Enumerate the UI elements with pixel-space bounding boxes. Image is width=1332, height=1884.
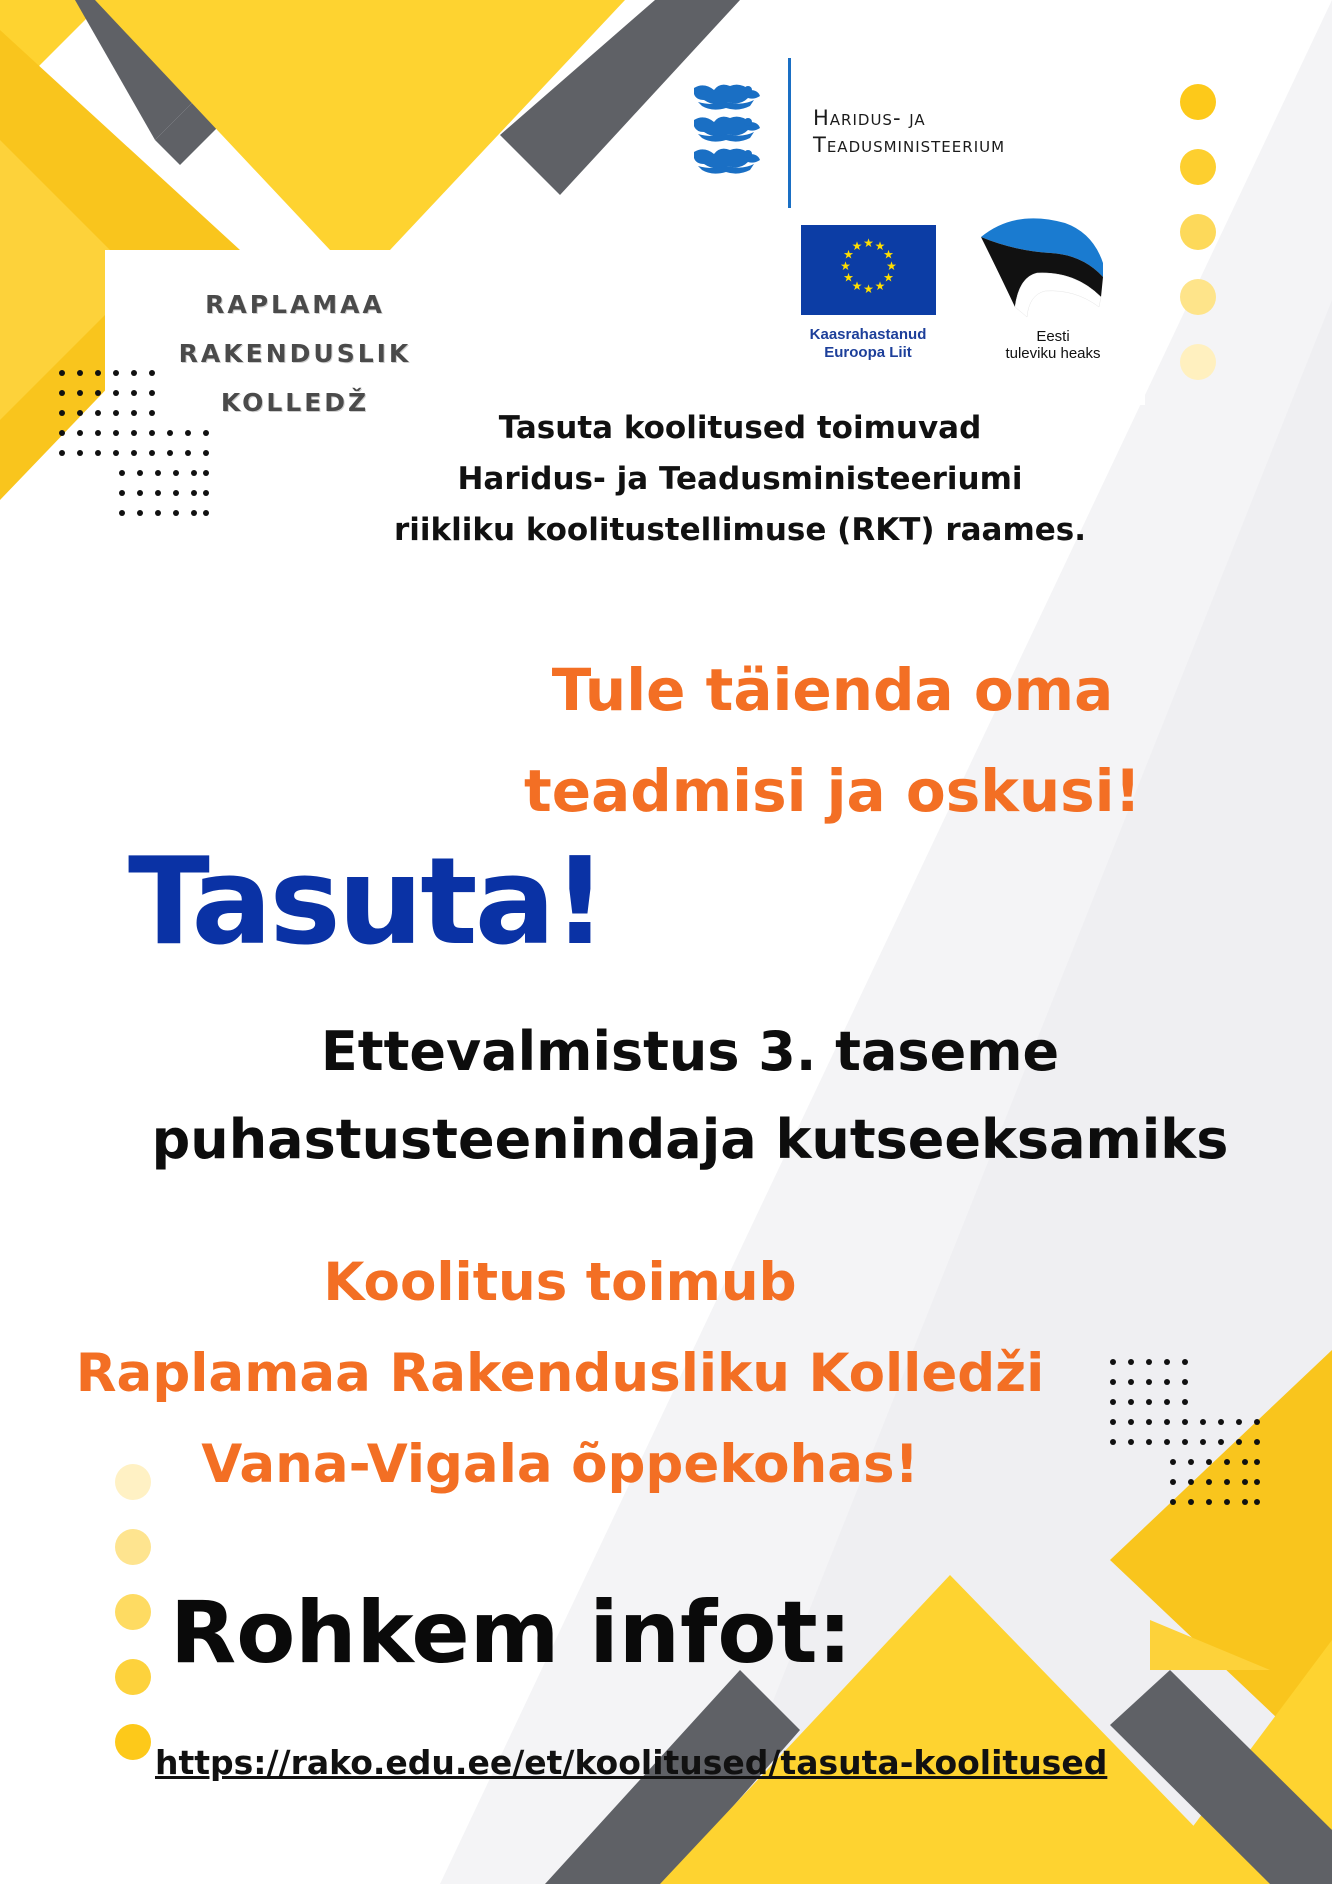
svg-text:★: ★ (863, 282, 874, 296)
ministry-logo-text (813, 105, 1005, 159)
rkt-notice (330, 403, 1150, 556)
college-logo-line-1: RAPLAMAA (205, 290, 385, 319)
three-lions-coat-of-arms-icon (688, 80, 768, 188)
course-location (20, 1237, 1100, 1510)
college-logo-line-2: RAKENDUSLIK (178, 339, 412, 368)
svg-text:★: ★ (886, 259, 897, 273)
course-title (100, 1008, 1280, 1184)
svg-text:★: ★ (851, 279, 863, 293)
svg-text:★: ★ (840, 259, 851, 273)
more-info-link[interactable]: https://rako.edu.ee/et/koolitused/tasuta-koolitused (155, 1743, 1108, 1782)
free-label: Tasuta! (128, 833, 605, 972)
course-location-line-2: Raplamaa Rakendusliku Kolledži (75, 1343, 1045, 1404)
ministry-logo-line-1: Haridus- ja (813, 106, 926, 130)
course-location-line-3: Vana-Vigala õppekohas! (201, 1434, 919, 1495)
course-title-line-2: puhastusteenindaja kutseeksamiks (151, 1108, 1229, 1171)
estonian-flag-swoosh-icon (975, 215, 1110, 330)
tagline-line-2: teadmisi ja oskusi! (524, 757, 1141, 825)
rkt-notice-line-1: Tasuta koolitused toimuvad (498, 410, 982, 446)
svg-text:★: ★ (863, 236, 874, 250)
eu-caption-line-2: Euroopa Liit (824, 344, 912, 361)
eu-flag-icon (801, 225, 936, 315)
ministry-logo-divider (788, 58, 791, 208)
tagline-line-1: Tule täienda oma (551, 656, 1114, 724)
course-location-line-1: Koolitus toimub (323, 1252, 797, 1313)
more-info-heading: Rohkem infot: (170, 1583, 852, 1683)
svg-text:★: ★ (843, 270, 854, 285)
eu-caption-line-1: Kaasrahastanud (809, 326, 927, 343)
estonia-caption-line-1: Eesti (1036, 328, 1070, 345)
svg-text:★: ★ (874, 279, 886, 293)
svg-text:★: ★ (874, 239, 886, 253)
estonia-logo-caption (968, 328, 1138, 362)
eu-logo-caption (778, 326, 958, 362)
ministry-logo-line-2: Teadusministeerium (813, 133, 1006, 157)
course-title-line-1: Ettevalmistus 3. taseme (320, 1020, 1060, 1083)
estonia-caption-line-2: tuleviku heaks (1005, 345, 1101, 362)
college-logo-line-3: KOLLEDŽ (220, 388, 370, 417)
rkt-notice-line-2: Haridus- ja Teadusministeeriumi (457, 461, 1023, 497)
svg-text:★: ★ (883, 270, 894, 285)
svg-text:★: ★ (883, 247, 894, 262)
svg-text:★: ★ (843, 247, 854, 262)
rkt-notice-line-3: riikliku koolitustellimuse (RKT) raames. (393, 512, 1087, 548)
tagline (460, 640, 1205, 842)
svg-text:★: ★ (851, 239, 863, 253)
